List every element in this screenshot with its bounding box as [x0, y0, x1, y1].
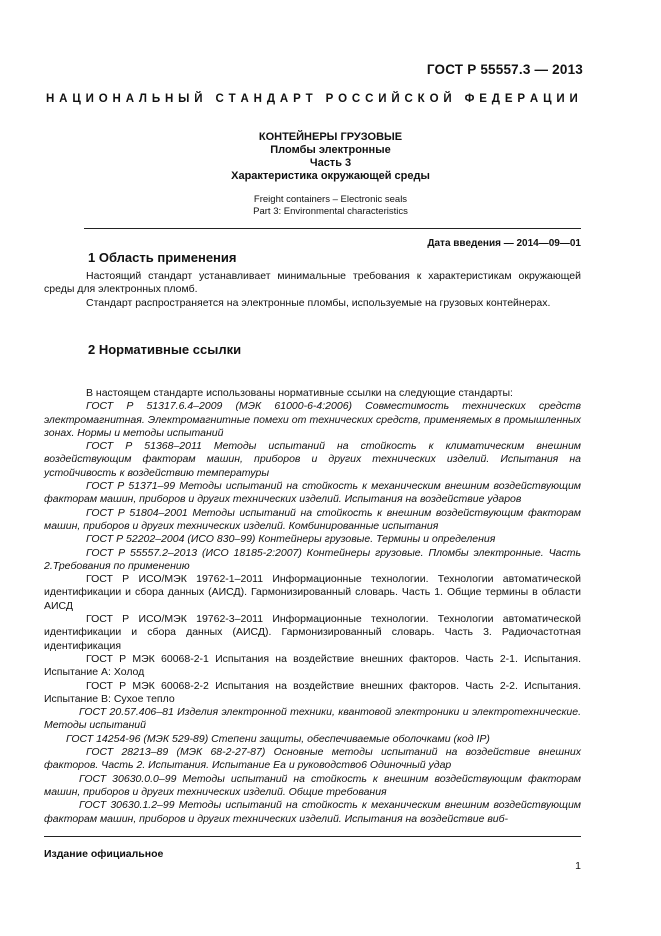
- title-line-1: КОНТЕЙНЕРЫ ГРУЗОВЫЕ: [258, 131, 403, 143]
- banner-letter: Л: [138, 93, 147, 105]
- reference-item: ГОСТ Р 55557.2–2013 (ИСО 18185-2:2007) Контейнеры грузовые. Пломбы электронные. Часть 2.Требования по применению: [44, 546, 581, 572]
- section-1-paragraph: Настоящий стандарт устанавливает минимальные требования к характеристикам окружающей среды для электронных пломб.: [44, 270, 581, 296]
- reference-item: ГОСТ 28213–89 (МЭК 68-2-27-87) Основные методы испытаний на воздействие внешних факторов. Часть 2. Испытания. Испытание Еа и руководство6 Одиночный удар: [44, 746, 581, 772]
- banner-letter: А: [279, 93, 289, 105]
- section-2-heading: 2 Нормативные ссылки: [88, 342, 242, 357]
- banner-letter: С: [365, 93, 374, 105]
- section-1-body: [44, 270, 581, 310]
- banner-letter: Р: [517, 93, 526, 105]
- section-1-paragraph: Стандарт распространяется на электронные пломбы, используемые на грузовых контейнерах.: [86, 296, 551, 309]
- reference-item: ГОСТ Р ИСО/МЭК 19762-3–2011 Информационные технологии. Технологии автоматической идентификации и сбора данных (АИСД). Гармонизированный словарь. Часть 3. Радиочастотная идентификация: [44, 613, 581, 652]
- banner-letter: [457, 93, 460, 105]
- reference-item: ГОСТ 30630.1.2–99 Методы испытаний на стойкость к механическим внешним воздействующим факторам машин, приборов и других технических изделий. Испытания на воздействие виб-: [44, 799, 581, 825]
- banner-letter: Д: [266, 93, 276, 105]
- banner-letter: И: [556, 93, 565, 105]
- footer-divider: [44, 836, 581, 837]
- references-intro: В настоящем стандарте использованы нормативные ссылки на следующие стандарты:: [86, 387, 513, 399]
- banner-letter: Й: [443, 93, 452, 105]
- banner-letter: И: [378, 93, 387, 105]
- banner-letter: С: [351, 93, 361, 105]
- banner-letter: С: [215, 93, 224, 105]
- banner-letter: О: [338, 93, 348, 105]
- title-line-2: Пломбы электронные: [270, 144, 391, 156]
- title-line-3: Часть 3: [309, 157, 352, 169]
- standard-number: ГОСТ Р 55557.3 — 2013: [426, 62, 583, 77]
- divider: [84, 228, 581, 229]
- banner-letter: А: [529, 93, 539, 105]
- banner-letter: Т: [305, 93, 313, 105]
- banner-letter: Д: [491, 93, 500, 105]
- banner-letter: Ц: [543, 93, 552, 105]
- banner-letter: Т: [228, 93, 236, 105]
- intro-date: Дата введения — 2014—09—01: [427, 238, 581, 249]
- banner-letter: Ф: [464, 93, 475, 105]
- reference-item: ГОСТ Р 51368–2011 Методы испытаний на стойкость к климатическим внешним воздействующим факторам машин, приборов и других технических изделий. Испытания на устойчивость к воздействию температуры: [44, 440, 581, 479]
- reference-item: ГОСТ Р 52202–2004 (ИСО 830–99) Контейнеры грузовые. Термины и определения: [86, 533, 496, 546]
- reference-item: ГОСТ Р МЭК 60068-2-2 Испытания на воздействие внешних факторов. Часть 2-2. Испытания. Испытание В: Сухое тепло: [44, 679, 581, 705]
- reference-item: ГОСТ 20.57.406–81 Изделия электронной техники, квантовой электроники и электротехнические. Методы испытаний: [44, 706, 581, 732]
- national-standard-banner: [46, 93, 578, 105]
- banner-letter: Е: [504, 93, 513, 105]
- banner-letter: Н: [46, 93, 55, 105]
- banner-letter: Н: [253, 93, 262, 105]
- banner-letter: А: [59, 93, 68, 105]
- reference-item: ГОСТ Р 51804–2001 Методы испытаний на стойкость к внешним воздействующим факторам машин, приборов и других технических изделий. Комбинированные испытания: [44, 506, 581, 532]
- section-2-body: [44, 387, 581, 826]
- banner-letter: К: [417, 93, 425, 105]
- banner-letter: [318, 93, 321, 105]
- banner-letter: С: [404, 93, 413, 105]
- banner-letter: Н: [112, 93, 121, 105]
- banner-letter: Ц: [72, 93, 81, 105]
- reference-item: ГОСТ Р 51371–99 Методы испытаний на стойкость к механическим внешним воздействующим факторам машин, приборов и других технических изделий. Испытания на воздействие ударов: [44, 480, 581, 506]
- section-1-heading: 1 Область применения: [88, 250, 237, 265]
- banner-letter: И: [85, 93, 94, 105]
- banner-letter: Н: [164, 93, 174, 105]
- reference-item: ГОСТ 30630.0.0–99 Методы испытаний на стойкость к внешним воздействующим факторам машин, приборов и других технических изделий. Общие требования: [44, 772, 581, 798]
- edition-label: Издание официальное: [44, 848, 164, 860]
- banner-letter: Й: [194, 93, 203, 105]
- banner-letter: Р: [293, 93, 301, 105]
- banner-letter: Е: [479, 93, 487, 105]
- banner-letter: И: [569, 93, 578, 105]
- banner-letter: Ь: [151, 93, 161, 105]
- reference-item: ГОСТ Р 51317.6.4–2009 (МЭК 61000-6-4:2006) Совместимость технических средств электромагнитная. Электромагнитные помехи от технических средств, применяемых в промышленных зонах. Нормы и методы испытаний: [44, 400, 581, 439]
- banner-letter: Й: [391, 93, 400, 105]
- banner-letter: О: [429, 93, 439, 105]
- banner-letter: Р: [325, 93, 334, 105]
- banner-letter: О: [98, 93, 108, 105]
- banner-letter: [207, 93, 210, 105]
- title-en-line-1: Freight containers – Electronic seals: [253, 194, 408, 205]
- reference-item: ГОСТ Р ИСО/МЭК 19762-1–2011 Информационные технологии. Технологии автоматической идентификации и сбора данных (АИСД). Гармонизированный словарь. Часть 1. Общие термины в области АИСД: [44, 573, 581, 612]
- page-number: 1: [575, 860, 581, 872]
- banner-letter: А: [240, 93, 249, 105]
- reference-item: ГОСТ 14254-96 (МЭК 529-89) Степени защиты, обеспечиваемые оболочками (код IP): [66, 732, 490, 745]
- title-line-4: Характеристика окружающей среды: [231, 170, 430, 182]
- title-en-line-2: Part 3: Environmental characteristics: [253, 206, 408, 217]
- reference-item: ГОСТ Р МЭК 60068-2-1 Испытания на воздействие внешних факторов. Часть 2-1. Испытания. Испытание А: Холод: [44, 652, 581, 679]
- banner-letter: А: [125, 93, 135, 105]
- banner-letter: Ы: [178, 93, 190, 105]
